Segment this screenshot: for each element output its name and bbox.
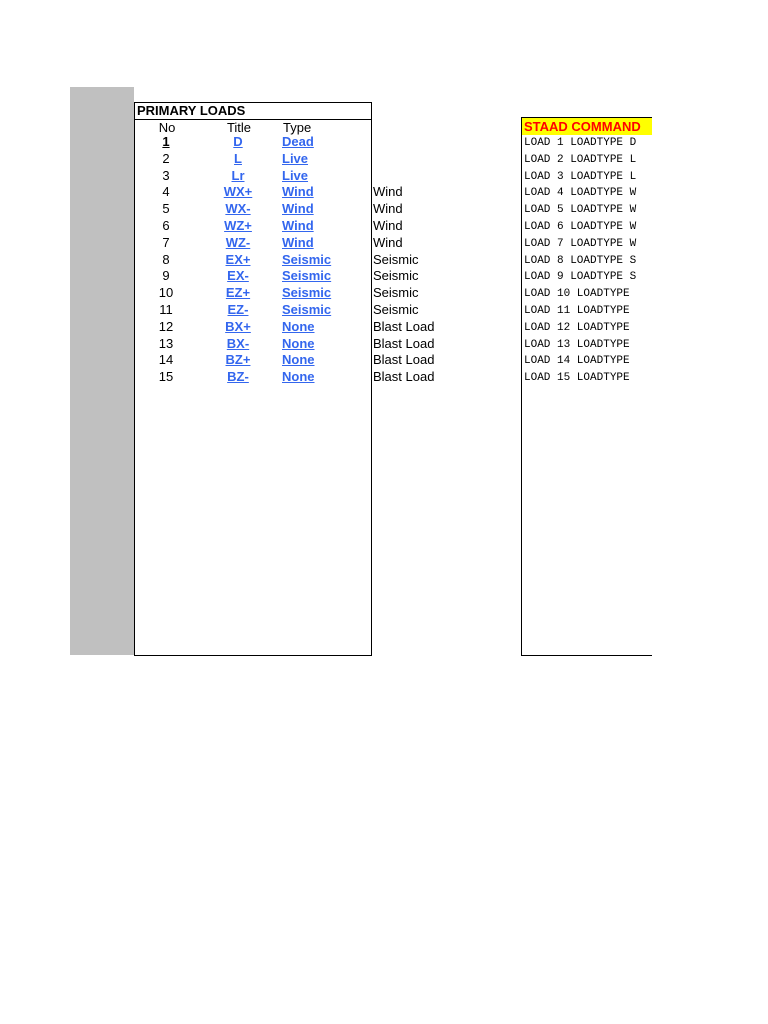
staad-command-line: LOAD 13 LOADTYPE [524, 338, 630, 351]
load-type-link[interactable]: None [282, 369, 315, 385]
load-number: 5 [162, 201, 170, 217]
load-category: Seismic [373, 301, 419, 317]
load-type-link[interactable]: Dead [282, 134, 314, 149]
load-category: Wind [373, 234, 403, 250]
staad-command-line: LOAD 10 LOADTYPE [524, 288, 630, 301]
staad-command-lines [524, 135, 652, 387]
load-category: Seismic [373, 268, 419, 284]
load-title-link[interactable]: BX+ [225, 318, 251, 334]
load-number: 13 [158, 335, 174, 351]
load-number: 11 [159, 301, 173, 317]
staad-command-line: LOAD 15 LOADTYPE [524, 372, 630, 385]
column-header-title: Title [226, 120, 252, 135]
load-type-link[interactable]: Live [282, 167, 309, 183]
load-row [134, 218, 454, 235]
load-title-link[interactable]: BZ- [227, 369, 249, 385]
load-title-link[interactable]: L [234, 150, 242, 166]
load-type-link[interactable]: None [282, 352, 315, 368]
staad-command-line: LOAD 14 LOADTYPE [524, 355, 630, 368]
load-number: 9 [162, 268, 170, 284]
staad-command-line: LOAD 5 LOADTYPE W [524, 204, 637, 217]
load-row [134, 151, 454, 168]
staad-command-line: LOAD 9 LOADTYPE S [524, 271, 637, 284]
column-header-type: Type [283, 120, 312, 135]
load-row [134, 168, 454, 185]
staad-command-line: LOAD 4 LOADTYPE W [524, 187, 637, 200]
load-title-link[interactable]: EX+ [225, 251, 251, 267]
load-title-link[interactable]: WX+ [223, 184, 253, 200]
load-row [134, 319, 454, 336]
load-row [134, 369, 454, 386]
load-row [134, 268, 454, 285]
load-type-link[interactable]: Seismic [282, 301, 332, 317]
load-row [134, 184, 454, 201]
load-title-link[interactable]: EZ- [227, 301, 249, 317]
load-title-link[interactable]: Lr [231, 167, 245, 183]
load-number: 14 [158, 352, 174, 368]
primary-loads-rows [134, 134, 454, 386]
load-title-link[interactable]: WX- [225, 201, 251, 217]
load-number: 12 [158, 318, 174, 334]
staad-command-line: LOAD 2 LOADTYPE L [524, 153, 637, 166]
load-category: Blast Load [373, 335, 435, 351]
load-type-link[interactable]: None [282, 335, 315, 351]
load-row [134, 201, 454, 218]
load-title-link[interactable]: EZ+ [225, 285, 251, 301]
load-type-link[interactable]: Wind [282, 234, 314, 250]
load-title-link[interactable]: EX- [227, 268, 249, 284]
load-category: Wind [373, 184, 403, 200]
load-row [134, 352, 454, 369]
load-title-link[interactable]: WZ+ [224, 217, 252, 233]
load-category: Wind [373, 217, 403, 233]
load-number: 7 [162, 234, 170, 250]
load-type-link[interactable]: None [282, 318, 315, 334]
staad-command-line: LOAD 6 LOADTYPE W [524, 220, 637, 233]
load-title-link[interactable]: BX- [226, 335, 250, 351]
row-header-gray-strip [70, 87, 134, 655]
staad-command-line: LOAD 11 LOADTYPE [524, 304, 630, 317]
load-row [134, 235, 454, 252]
load-title-link[interactable]: D [233, 134, 243, 149]
load-number: 2 [162, 150, 170, 166]
column-header-no: No [158, 120, 176, 135]
load-row [134, 134, 454, 151]
load-number: 15 [158, 369, 174, 385]
load-number: 6 [162, 217, 170, 233]
load-type-link[interactable]: Wind [282, 201, 314, 217]
load-category: Blast Load [373, 369, 435, 385]
staad-command-header: STAAD COMMAND [522, 118, 652, 135]
load-category: Seismic [373, 251, 419, 267]
load-number: 10 [158, 285, 174, 301]
staad-command-line: LOAD 12 LOADTYPE [524, 321, 630, 334]
load-category: Wind [373, 201, 403, 217]
load-type-link[interactable]: Seismic [282, 268, 332, 284]
load-type-link[interactable]: Seismic [282, 251, 332, 267]
staad-command-line: LOAD 8 LOADTYPE S [524, 254, 637, 267]
load-category: Blast Load [373, 352, 435, 368]
load-number: 1 [162, 134, 170, 149]
staad-command-line: LOAD 3 LOADTYPE L [524, 170, 637, 183]
load-row [134, 302, 454, 319]
load-type-link[interactable]: Live [282, 150, 309, 166]
load-number: 4 [162, 184, 170, 200]
load-title-link[interactable]: BZ+ [225, 352, 251, 368]
load-type-link[interactable]: Seismic [282, 285, 332, 301]
load-type-link[interactable]: Wind [282, 217, 314, 233]
staad-command-line: LOAD 1 LOADTYPE D [524, 137, 637, 149]
load-category: Blast Load [373, 318, 435, 334]
load-row [134, 285, 454, 302]
load-title-link[interactable]: WZ- [225, 234, 251, 250]
primary-loads-title: PRIMARY LOADS [137, 103, 246, 118]
staad-command-line: LOAD 7 LOADTYPE W [524, 237, 637, 250]
load-category: Seismic [373, 285, 419, 301]
load-row [134, 336, 454, 353]
load-type-link[interactable]: Wind [282, 184, 314, 200]
load-row [134, 252, 454, 269]
load-number: 8 [162, 251, 170, 267]
load-number: 3 [162, 167, 170, 183]
staad-command-panel [521, 117, 652, 656]
